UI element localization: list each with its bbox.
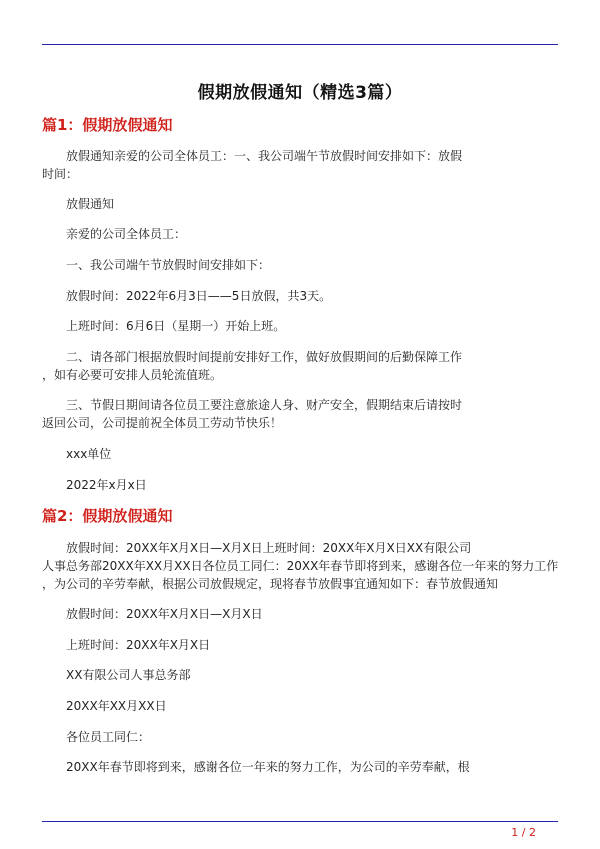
- paragraph-line: 20XX年春节即将到来，感谢各位一年来的努力工作，为公司的辛劳奉献，根: [66, 760, 470, 774]
- paragraph: [42, 445, 562, 464]
- paragraph: [42, 225, 562, 244]
- signature-unit: xxx单位: [66, 447, 112, 461]
- paragraph: [42, 697, 562, 716]
- footer-rule: [42, 821, 558, 822]
- paragraph: [42, 728, 562, 747]
- paragraph-line: 三、节假日期间请各位员工要注意旅途人身、财产安全，假期结束后请按时: [66, 398, 463, 412]
- paragraph-line: 二、请各部门根据放假时间提前安排好工作，做好放假期间的后勤保障工作: [66, 350, 463, 364]
- section-heading-1: 篇1：假期放假通知: [42, 116, 173, 134]
- paragraph-line: 放假时间：2022年6月3日——5日放假，共3天。: [66, 289, 332, 303]
- paragraph-line: 亲爱的公司全体员工：: [66, 227, 187, 241]
- signature-date: 2022年x月x日: [66, 478, 147, 492]
- paragraph-line: 放假时间：20XX年X月X日—X月X日: [66, 607, 263, 621]
- paragraph-line: 上班时间：6月6日（星期一）开始上班。: [66, 319, 286, 333]
- paragraph: [42, 147, 562, 166]
- page-indicator: 1 / 2: [511, 826, 536, 839]
- paragraph: [42, 317, 562, 336]
- section-heading-2: 篇2：假期放假通知: [42, 507, 173, 525]
- paragraph-line: 时间：: [42, 167, 79, 181]
- paragraph-line: 上班时间：20XX年X月X日: [66, 638, 211, 652]
- paragraph: [42, 666, 562, 685]
- paragraph: [42, 539, 562, 558]
- paragraph-line: 一、我公司端午节放假时间安排如下：: [66, 258, 271, 272]
- paragraph: [42, 758, 562, 777]
- paragraph-line: XX有限公司人事总务部: [66, 668, 191, 682]
- document-title: 假期放假通知（精选3篇）: [197, 83, 403, 103]
- paragraph-line: 返回公司，公司提前祝全体员工劳动节快乐！: [42, 416, 283, 430]
- paragraph-line: 20XX年XX月XX日: [66, 699, 167, 713]
- paragraph: [42, 605, 562, 624]
- paragraph-line: 各位员工同仁：: [66, 730, 151, 744]
- paragraph-line: 人事总务部20XX年XX月XX日各位员工同仁：20XX年春节即将到来，感谢各位一年来的努力工作: [42, 559, 559, 573]
- paragraph: [42, 195, 562, 214]
- header-rule: [42, 44, 558, 45]
- paragraph-line: ，如有必要可安排人员轮流值班。: [42, 368, 223, 382]
- paragraph-line: ，为公司的辛劳奉献，根据公司放假规定，现将春节放假事宜通知如下：春节放假通知: [42, 577, 499, 591]
- paragraph: [42, 636, 562, 655]
- paragraph: [42, 256, 562, 275]
- paragraph-line: 放假通知: [66, 197, 115, 211]
- paragraph-line: 放假时间：20XX年X月X日—X月X日上班时间：20XX年X月X日XX有限公司: [66, 541, 472, 555]
- paragraph: [42, 396, 562, 415]
- paragraph: [42, 287, 562, 306]
- paragraph: [42, 348, 562, 367]
- paragraph-line: 放假通知亲爱的公司全体员工：一、我公司端午节放假时间安排如下：放假: [66, 149, 463, 163]
- paragraph: [42, 476, 562, 495]
